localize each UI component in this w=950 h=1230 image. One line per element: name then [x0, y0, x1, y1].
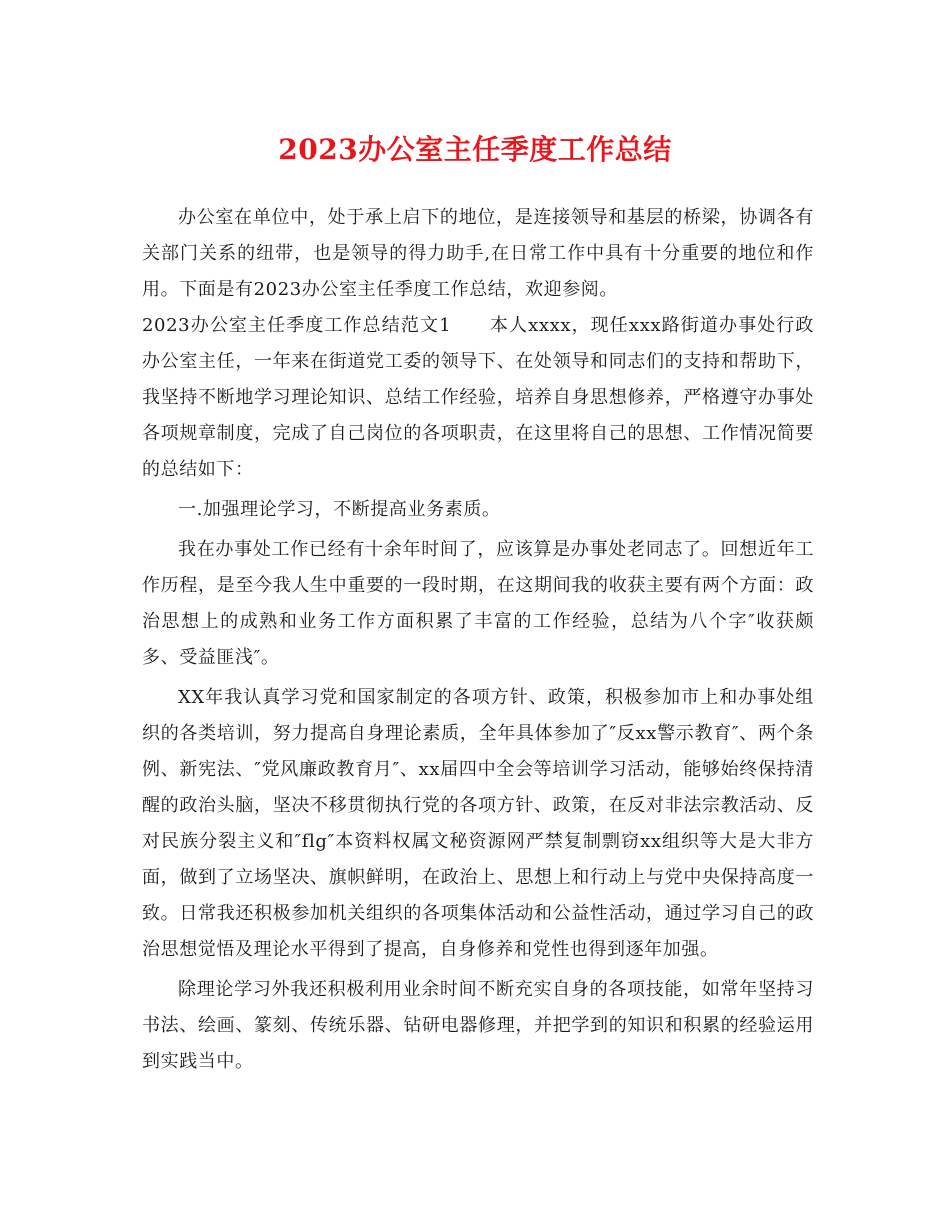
- document-title: 2023办公室主任季度工作总结: [278, 133, 672, 166]
- paragraph-experience: 我在办事处工作已经有十余年时间了，应该算是办事处老同志了。回想近年工作历程，是至今我人生中重要的一段时期，在这期间我的收获主要有两个方面：政治思想上的成熟和业务工作方面积累了丰富的工作经验，总结为八个字″收获颇多、受益匪浅″。: [142, 539, 814, 668]
- section-heading-1: 一.加强理论学习，不断提高业务素质。: [178, 499, 501, 520]
- paragraph-intro: 办公室在单位中，处于承上启下的地位，是连接领导和基层的桥梁，协调各有关部门关系的纽带，也是领导的得力助手,在日常工作中具有十分重要的地位和作用。下面是有2023办公室主任季度工作总结，欢迎参阅。: [142, 207, 814, 300]
- document-body: [142, 200, 814, 1080]
- paragraph-sample-heading: 2023办公室主任季度工作总结范文1 本人xxxx，现任xxx路街道办事处行政办公室主任，一年来在街道党工委的领导下、在处领导和同志们的支持和帮助下，我坚持不断地学习理论知识、总结工作经验，培养自身思想修养，严格遵守办事处各项规章制度，完成了自己岗位的各项职责，在这里将自己的思想、工作情况简要的总结如下：: [142, 315, 814, 480]
- paragraph-study: XX年我认真学习党和国家制定的各项方针、政策，积极参加市上和办事处组织的各类培训，努力提高自身理论素质，全年具体参加了″反xx警示教育″、两个条例、新宪法、″党风廉政教育月″、xx届四中全会等培训学习活动，能够始终保持清醒的政治头脑，坚决不移贯彻执行党的各项方针、政策，在反对非法宗教活动、反对民族分裂主义和″flg″本资料权属文秘资源网严禁复制剽窃xx组织等大是大非方面，做到了立场坚决、旗帜鲜明，在政治上、思想上和行动上与党中央保持高度一致。日常我还积极参加机关组织的各项集体活动和公益性活动，通过学习自己的政治思想觉悟及理论水平得到了提高，自身修养和党性也得到逐年加强。: [142, 687, 814, 960]
- paragraph-skills: 除理论学习外我还积极利用业余时间不断充实自身的各项技能，如常年坚持习书法、绘画、篆刻、传统乐器、钻研电器修理，并把学到的知识和积累的经验运用到实践当中。: [142, 979, 814, 1072]
